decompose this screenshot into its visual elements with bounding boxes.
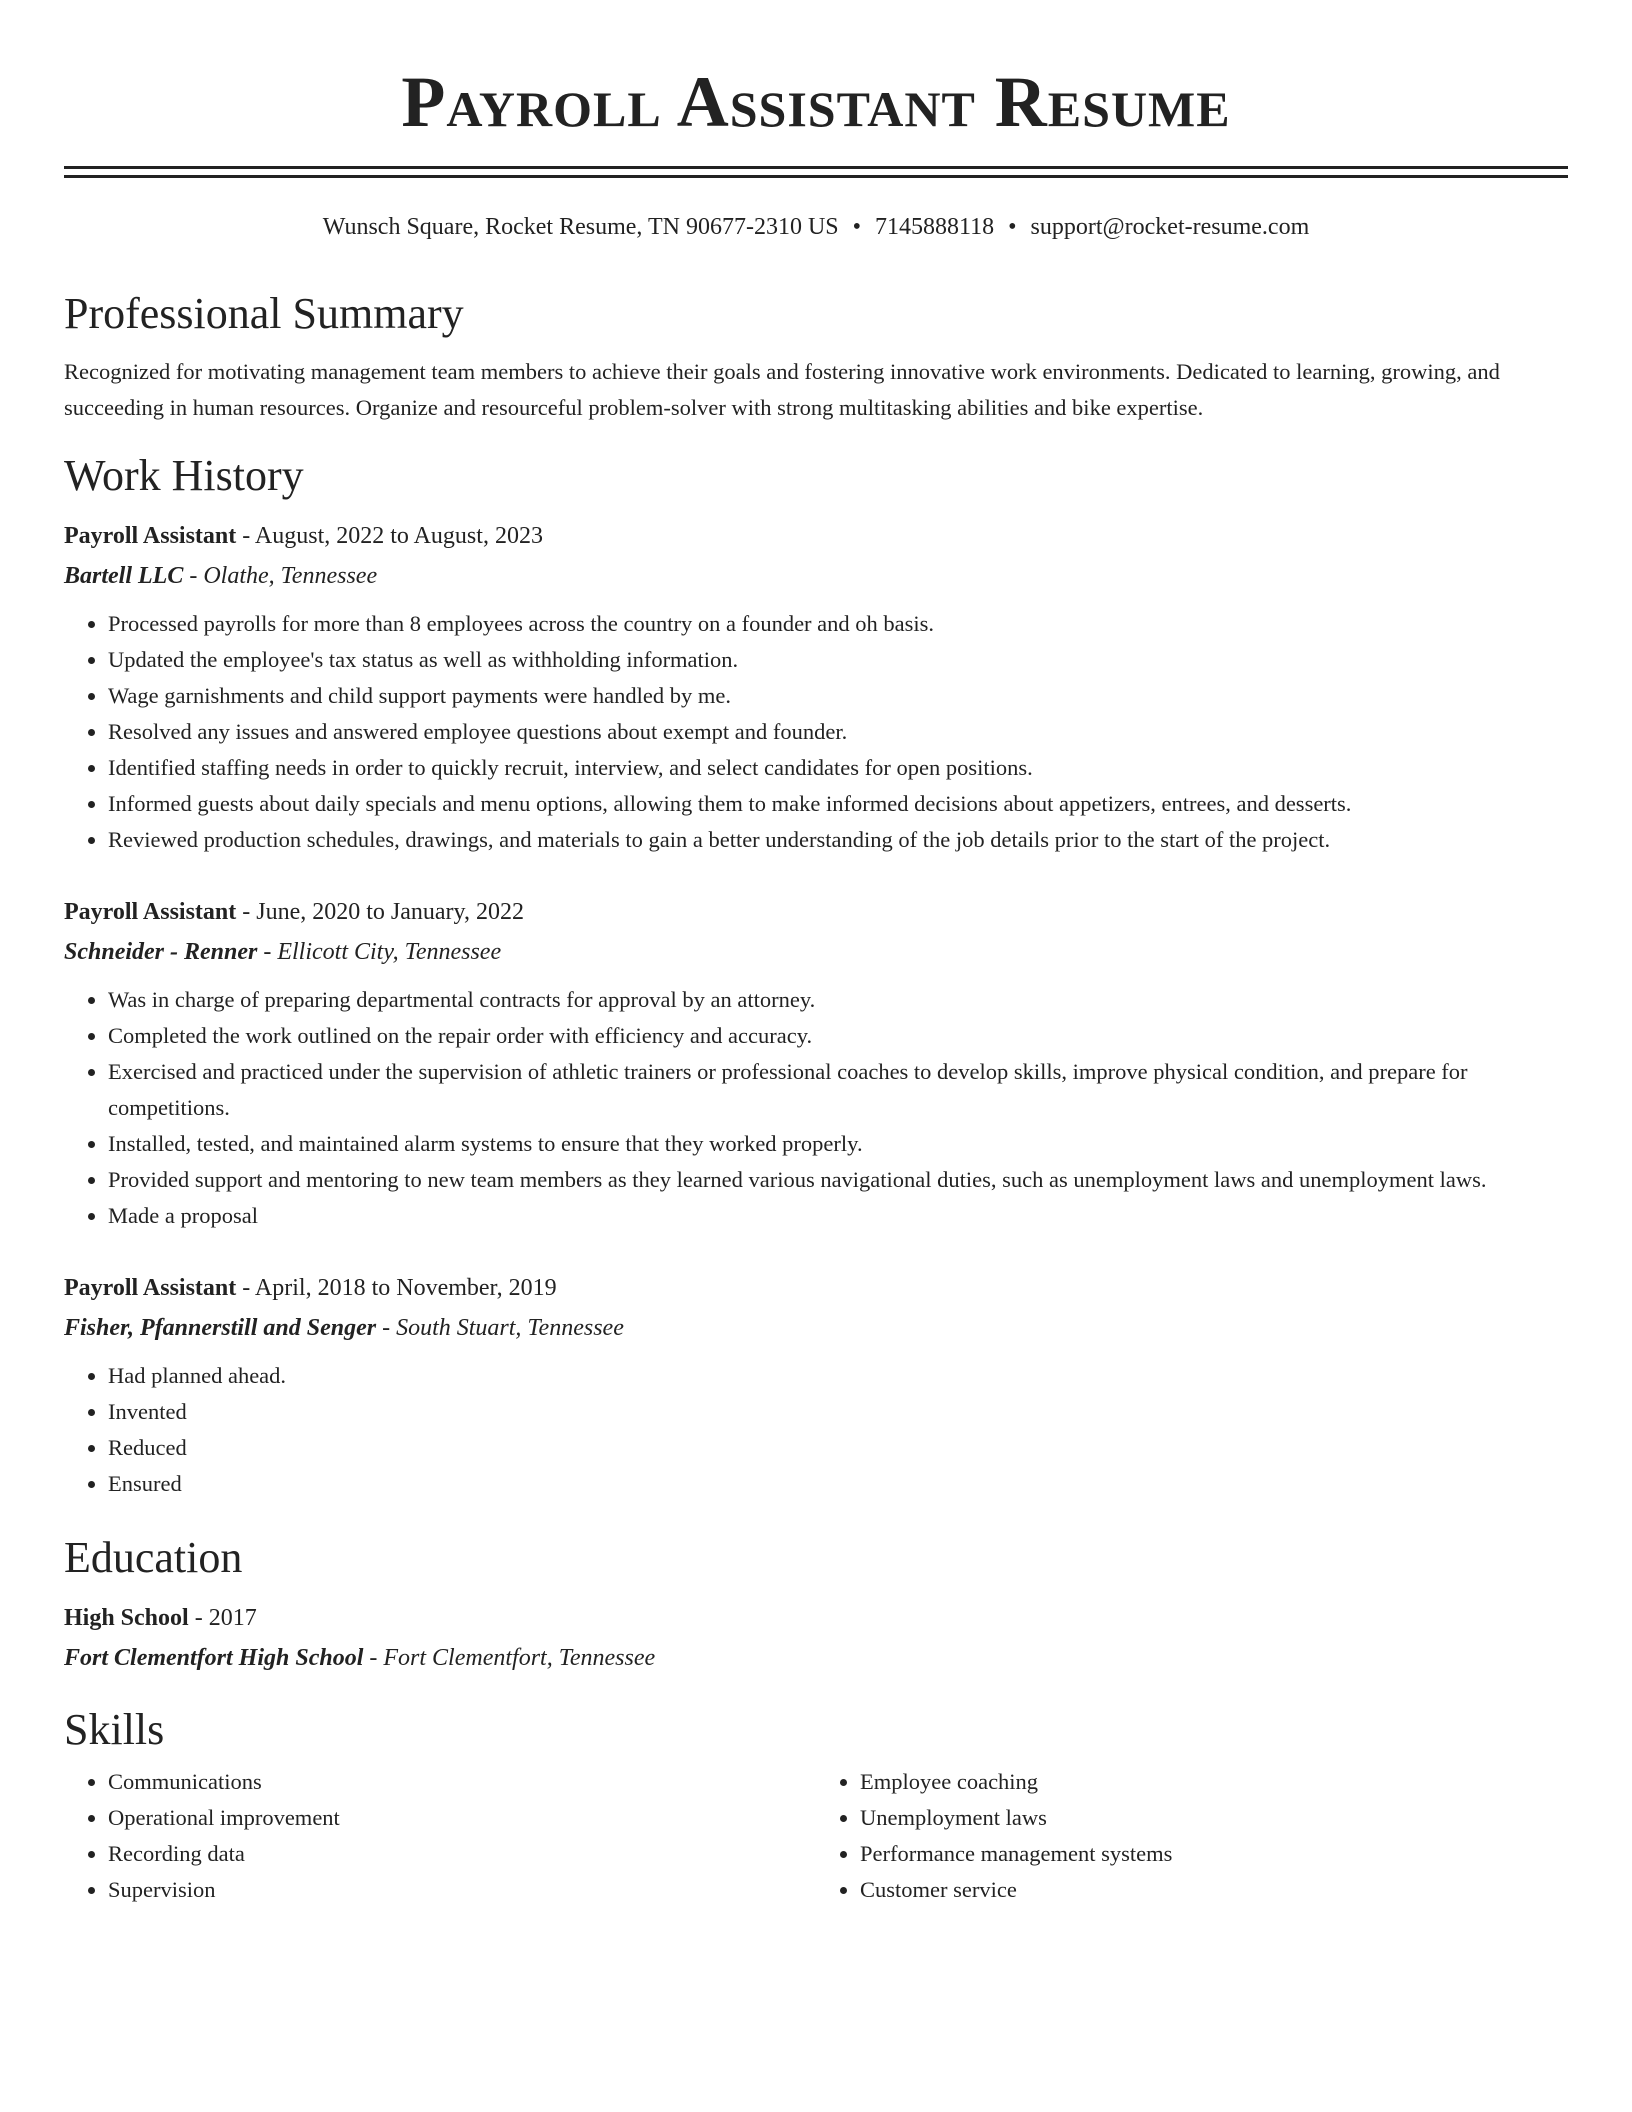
job-bullet: • Updated the employee's tax status as well as withholding information. (108, 642, 1568, 678)
title-divider-bottom (64, 175, 1568, 178)
company-line (64, 1308, 1568, 1348)
summary-text: Recognized for motivating management team members to achieve their goals and fostering innovative work environments. Dedicated to learning, growing, and succeeding in human resources. Organize and resourceful problem-solver with strong multitasking abilities and bike expertise. (64, 359, 1500, 420)
company-line (64, 932, 1568, 972)
job-bullets (64, 982, 1568, 1234)
skill-item: • Operational improvement (108, 1800, 816, 1836)
job-bullet: • Resolved any issues and answered employee questions about exempt and founder. (108, 714, 1568, 750)
job-dates: - April, 2018 to November, 2019 (236, 1275, 557, 1301)
job-entry (64, 1268, 1568, 1502)
school-line (64, 1638, 1568, 1678)
job-title-line (64, 516, 1568, 556)
contact-line (64, 212, 1568, 242)
summary-heading: Professional Summary (64, 289, 464, 338)
job-bullet: • Was in charge of preparing departmental contracts for approval by an attorney. (108, 982, 1568, 1018)
job-title: Payroll Assistant (64, 899, 237, 925)
skills-column-right (816, 1764, 1568, 1908)
company-name: Bartell LLC (64, 563, 184, 589)
skill-item: • Employee coaching (860, 1764, 1568, 1800)
job-bullets (64, 1358, 1568, 1502)
work-history-heading: Work History (64, 451, 304, 500)
job-title: Payroll Assistant (64, 523, 237, 549)
skill-item: • Supervision (108, 1872, 816, 1908)
job-bullet: • Identified staffing needs in order to quickly recruit, interview, and select candidates for open positions. (108, 750, 1568, 786)
contact-address: Wunsch Square, Rocket Resume, TN 90677-2310 US (322, 214, 839, 240)
education-entry (64, 1598, 1568, 1678)
company-name: Fisher, Pfannerstill and Senger (64, 1315, 377, 1341)
skill-item: • Unemployment laws (860, 1800, 1568, 1836)
contact-email: support@rocket-resume.com (1030, 214, 1310, 240)
school-name: Fort Clementfort High School (64, 1645, 364, 1671)
skill-item: • Customer service (860, 1872, 1568, 1908)
job-entry (64, 892, 1568, 1234)
job-bullet: • Wage garnishments and child support payments were handled by me. (108, 678, 1568, 714)
skill-item: • Performance management systems (860, 1836, 1568, 1872)
job-bullet: • Provided support and mentoring to new team members as they learned various navigational duties, such as unemployment laws and unemployment laws. (108, 1162, 1568, 1198)
job-entry (64, 516, 1568, 858)
job-bullet: • Completed the work outlined on the repair order with efficiency and accuracy. (108, 1018, 1568, 1054)
job-dates: - June, 2020 to January, 2022 (236, 899, 524, 925)
skills-column-left (64, 1764, 816, 1908)
graduation-year: - 2017 (188, 1605, 257, 1631)
company-location: - Olathe, Tennessee (183, 563, 378, 589)
job-title: Payroll Assistant (64, 1275, 237, 1301)
job-bullet: • Installed, tested, and maintained alarm systems to ensure that they worked properly. (108, 1126, 1568, 1162)
job-bullets (64, 606, 1568, 858)
contact-separator: • (1008, 214, 1017, 240)
company-name: Schneider - Renner (64, 939, 258, 965)
job-bullet: • Reduced (108, 1430, 1568, 1466)
company-line (64, 556, 1568, 596)
job-bullet: • Informed guests about daily specials and menu options, allowing them to make informed decisions about appetizers, entrees, and desserts. (108, 786, 1568, 822)
job-bullet: • Exercised and practiced under the supervision of athletic trainers or professional coaches to develop skills, improve physical condition, and prepare for competitions. (108, 1054, 1568, 1126)
job-dates: - August, 2022 to August, 2023 (236, 523, 543, 549)
skill-item: • Communications (108, 1764, 816, 1800)
contact-separator: • (852, 214, 862, 240)
skill-item: • Recording data (108, 1836, 816, 1872)
degree-line (64, 1598, 1568, 1638)
title-divider-top (64, 166, 1568, 169)
job-bullet: • Had planned ahead. (108, 1358, 1568, 1394)
skills-grid (64, 1764, 1568, 1908)
company-location: - South Stuart, Tennessee (376, 1315, 624, 1341)
school-location: - Fort Clementfort, Tennessee (363, 1645, 656, 1671)
contact-phone: 7145888118 (875, 214, 995, 240)
skills-heading: Skills (64, 1705, 165, 1754)
education-heading: Education (64, 1533, 243, 1582)
job-bullet: • Processed payrolls for more than 8 employees across the country on a founder and oh basis. (108, 606, 1568, 642)
job-bullet: • Reviewed production schedules, drawings, and materials to gain a better understanding of the job details prior to the start of the project. (108, 822, 1568, 858)
company-location: - Ellicott City, Tennessee (257, 939, 502, 965)
job-bullet: • Ensured (108, 1466, 1568, 1502)
resume-title: Payroll Assistant Resume (401, 62, 1231, 142)
job-title-line (64, 892, 1568, 932)
degree: High School (64, 1605, 189, 1631)
job-bullet: • Invented (108, 1394, 1568, 1430)
job-title-line (64, 1268, 1568, 1308)
job-bullet: • Made a proposal (108, 1198, 1568, 1234)
